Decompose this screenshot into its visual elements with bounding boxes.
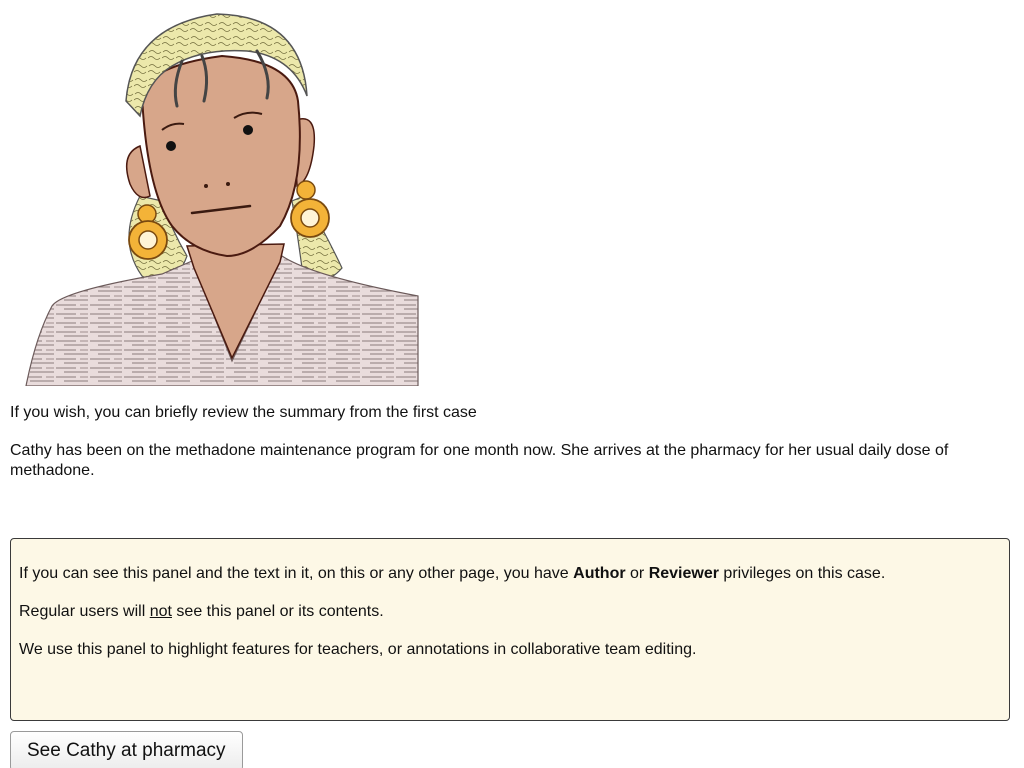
- reviewer-role-text: Reviewer: [648, 565, 719, 582]
- review-summary-text: If you wish, you can briefly review the summary from the first case: [10, 404, 477, 421]
- cathy-portrait-image: [22, 6, 422, 386]
- author-role-text: Author: [573, 565, 626, 582]
- see-cathy-at-pharmacy-button[interactable]: See Cathy at pharmacy: [10, 731, 243, 768]
- author-panel-line-1-suffix: privileges on this case.: [718, 565, 886, 582]
- author-panel-line-3: We use this panel to highlight features for teachers, or annotations in collaborative team editing.: [19, 641, 697, 658]
- author-reviewer-panel: [10, 538, 1010, 721]
- author-panel-or-text: or: [625, 565, 649, 582]
- author-panel-line-2: [19, 602, 1001, 622]
- author-panel-line-1-prefix: If you can see this panel and the text in it, on this or any other page, you have: [19, 565, 574, 582]
- not-emphasis-text: not: [149, 603, 172, 620]
- author-panel-line-2-prefix: Regular users will: [19, 603, 150, 620]
- case-story-text: Cathy has been on the methadone maintenance program for one month now. She arrives at the pharmacy for her usual daily dose of methadone.: [10, 442, 949, 479]
- author-panel-line-1: [19, 564, 1001, 584]
- author-panel-line-2-suffix: see this panel or its contents.: [171, 603, 384, 620]
